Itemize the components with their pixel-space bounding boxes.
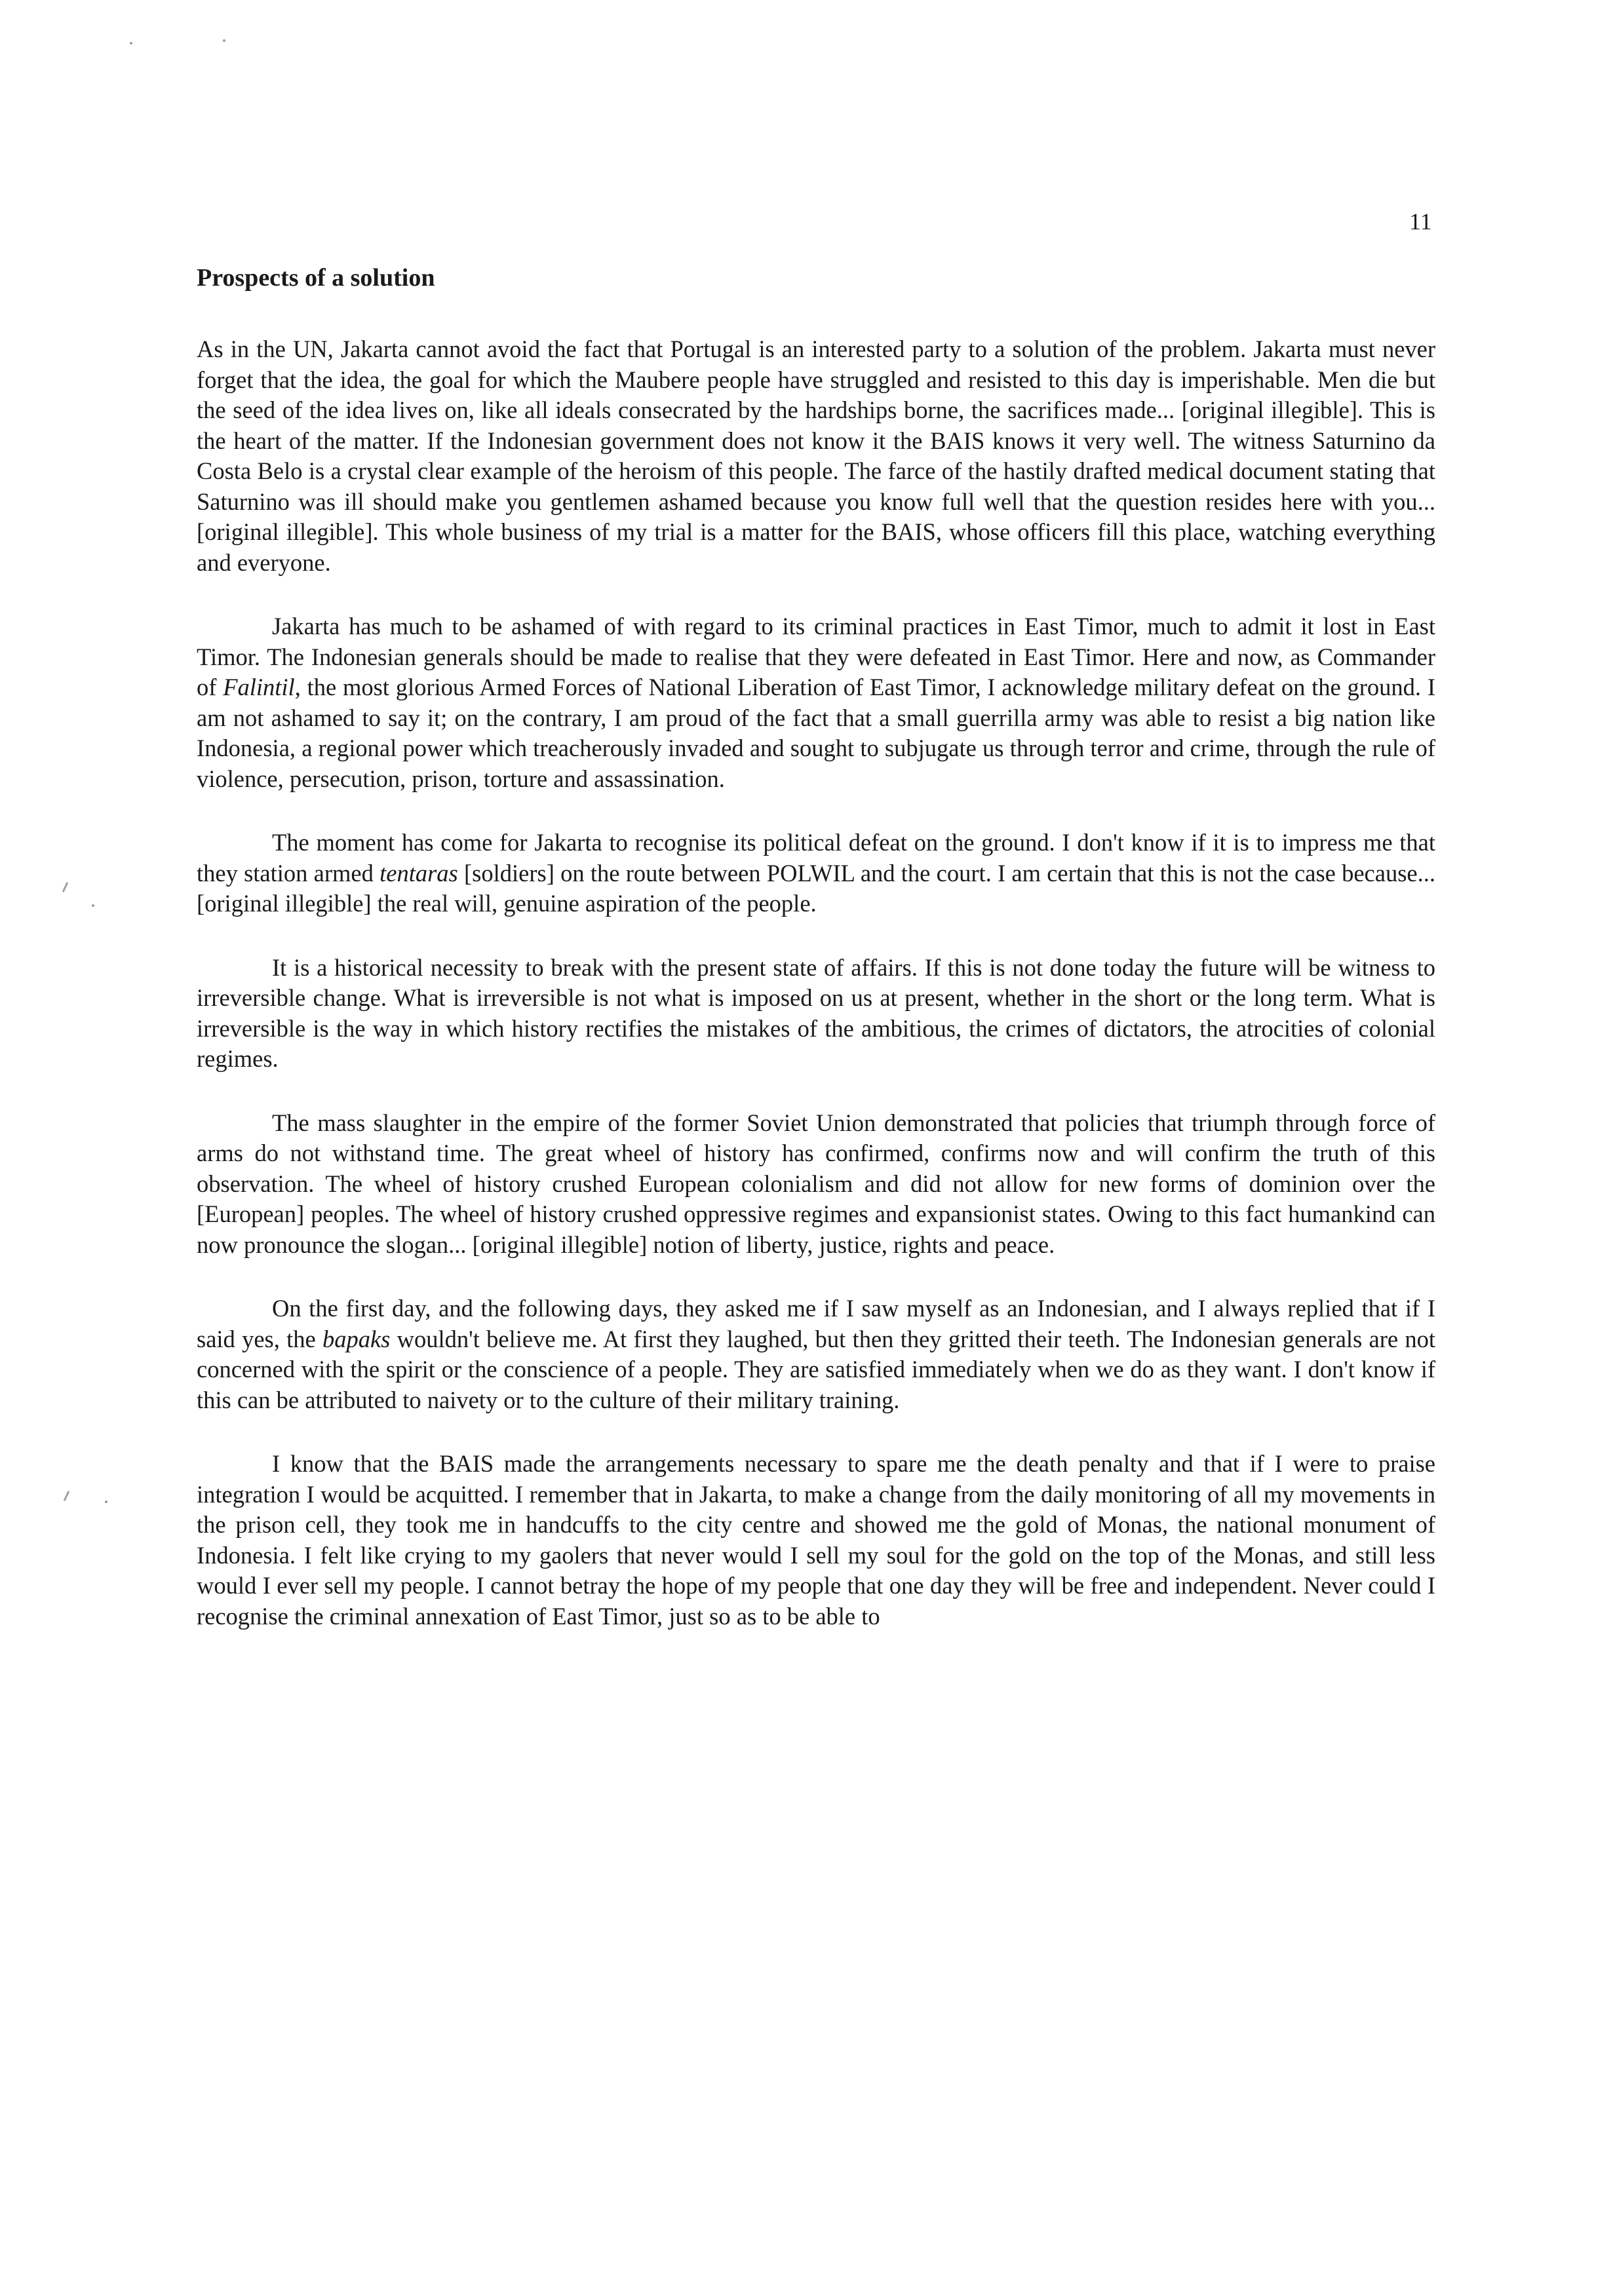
paragraph: On the first day, and the following days, they asked me if I saw myself as an Indonesian, and I always replied that if I said yes, the bapaks wouldn't believe me. At first they laughed, but then they gritted their teeth. The Indonesian generals are not concerned with the spirit or the conscience of a people. They are satisfied immediately when we do as they want. I don't know if this can be attributed to naivety or to the culture of their military training. xyxy=(197,1295,1435,1413)
emphasized-term: Falintil xyxy=(223,674,295,700)
page-number: 11 xyxy=(1409,208,1432,235)
scan-speck xyxy=(62,882,68,892)
scan-speck xyxy=(130,42,132,45)
scan-speck xyxy=(105,1501,107,1503)
paragraph: The moment has come for Jakarta to recognise its political defeat on the ground. I don't know if it is to impress me that they station armed tentaras [soldiers] on the route between POLWIL and the court. I am certain that this is not the case because... [original illegible] the real will, genuine aspiration of the people. xyxy=(197,829,1435,917)
paragraph: I know that the BAIS made the arrangements necessary to spare me the death penalty and that if I were to praise integration I would be acquitted. I remember that in Jakarta, to make a change from the daily monitoring of all my movements in the prison cell, they took me in handcuffs to the city centre and showed me the gold of Monas, the national monument of Indonesia. I felt like crying to my gaolers that never would I sell my soul for the gold on the top of the Monas, and still less would I ever sell my people. I cannot betray the hope of my people that one day they will be free and independent. Never could I recognise the criminal annexation of East Timor, just so as to be able to xyxy=(197,1450,1435,1630)
emphasized-term: tentaras xyxy=(379,859,458,887)
paragraph: It is a historical necessity to break with the present state of affairs. If this is not done today the future will be witness to irreversible change. What is irreversible is not what is imposed on us at present, whether in the short or the long term. What is irreversible is the way in which history rectifies the mistakes of the ambitious, the crimes of dictators, the atrocities of colonial regimes. xyxy=(197,953,1435,1072)
paragraph: Jakarta has much to be ashamed of with regard to its criminal practices in East Timor, much to admit it lost in East Timor. The Indonesian generals should be made to realise that they were defeated in East Timor. Here and now, as Commander of Falintil, the most glorious Armed Forces of National Liberation of East Timor, I acknowledge military defeat on the ground. I am not ashamed to say it; on the contrary, I am proud of the fact that a small guerrilla army was able to resist a big nation like Indonesia, a regional power which treacherously invaded and sought to subjugate us through terror and crime, through the rule of violence, persecution, prison, torture and assassination. xyxy=(197,613,1435,792)
scan-speck xyxy=(223,39,225,42)
body-text xyxy=(197,334,1435,1632)
scan-speck xyxy=(92,904,94,907)
section-heading: Prospects of a solution xyxy=(197,264,435,292)
paragraph: The mass slaughter in the empire of the former Soviet Union demonstrated that policies that triumph through force of arms do not withstand time. The great wheel of history has confirmed, confirms now and will confirm the truth of this observation. The wheel of history crushed European colonialism and did not allow for new forms of dominion over the [European] peoples. The wheel of history crushed oppressive regimes and expansionist states. Owing to this fact humankind can now pronounce the slogan... [original illegible] notion of liberty, justice, rights and peace. xyxy=(197,1109,1435,1258)
scan-speck xyxy=(64,1491,69,1501)
emphasized-term: bapaks xyxy=(322,1325,391,1352)
paragraph: As in the UN, Jakarta cannot avoid the fact that Portugal is an interested party to a solution of the problem. Jakarta must never forget that the idea, the goal for which the Maubere people have struggled and resisted to this day is imperishable. Men die but the seed of the idea lives on, like all ideals consecrated by the hardships borne, the sacrifices made... [original illegible]. This is the heart of the matter. If the Indonesian government does not know it the BAIS knows it very well. The witness Saturnino da Costa Belo is a crystal clear example of the heroism of this people. The farce of the hastily drafted medical document stating that Saturnino was ill should make you gentlemen ashamed because you know full well that the question resides here with you... [original illegible]. This whole business of my trial is a matter for the BAIS, whose officers fill this place, watching everything and everyone. xyxy=(197,335,1435,576)
